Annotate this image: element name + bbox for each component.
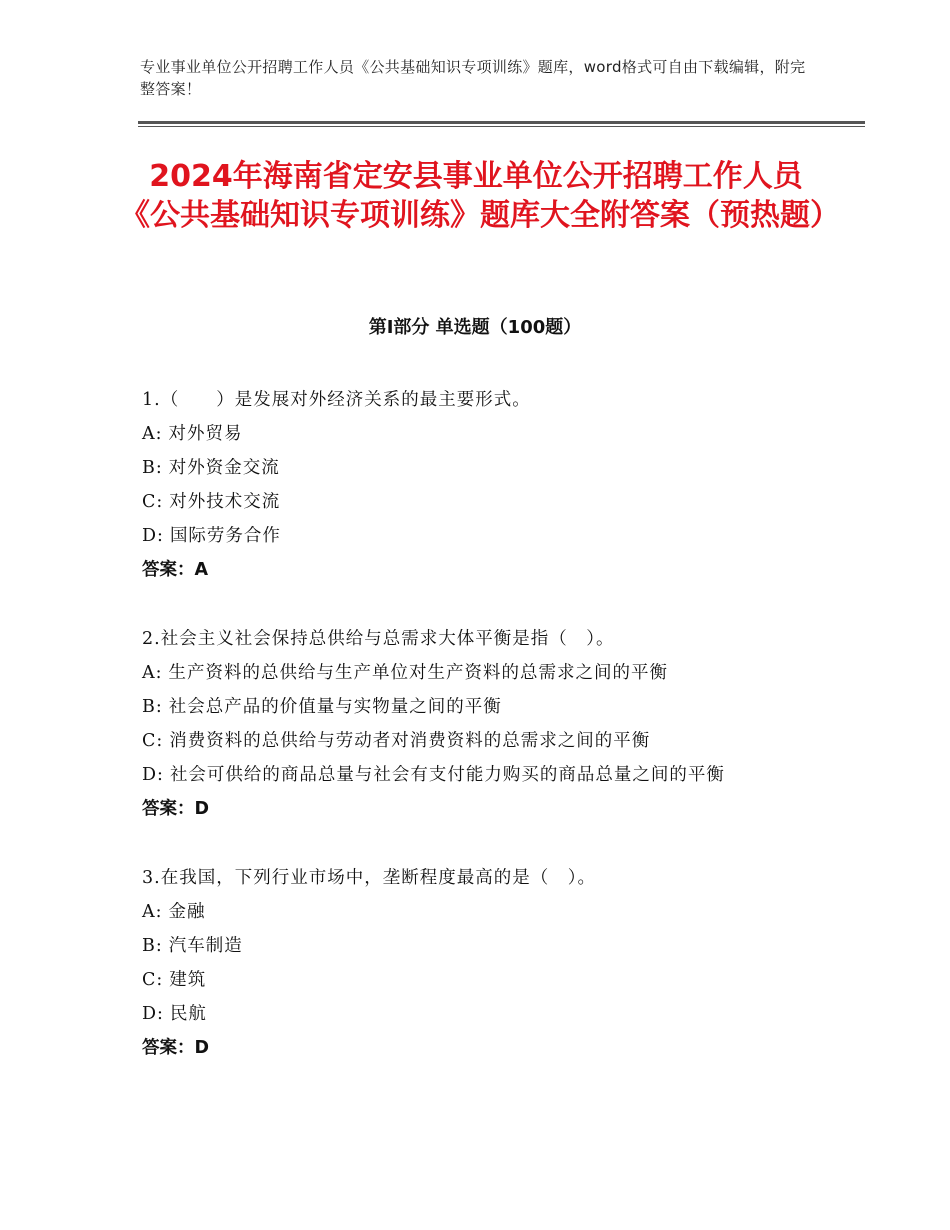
option-text: 对外技术交流	[169, 492, 281, 512]
option-key: A:	[142, 663, 163, 683]
answer-value: D	[194, 1038, 210, 1058]
option-a	[142, 895, 812, 929]
option-key: D:	[142, 765, 164, 785]
question-2	[142, 622, 812, 826]
option-c	[142, 963, 812, 997]
option-text: 对外贸易	[168, 424, 243, 444]
option-d	[142, 997, 812, 1031]
answer-line	[142, 1031, 812, 1065]
answer-value: D	[194, 799, 210, 819]
option-text: 金融	[168, 902, 206, 922]
answer-line	[142, 792, 812, 826]
section-heading: 第Ⅰ部分 单选题（100题）	[368, 317, 582, 338]
option-text: 社会可供给的商品总量与社会有支付能力购买的商品总量之间的平衡	[169, 765, 725, 785]
option-c	[142, 724, 812, 758]
answer-label: 答案：	[142, 1038, 195, 1058]
answer-value: A	[194, 560, 209, 580]
question-stem: 1.（ ）是发展对外经济关系的最主要形式。	[142, 390, 531, 410]
answer-label: 答案：	[142, 799, 195, 819]
option-key: B:	[142, 697, 163, 717]
option-text: 民航	[169, 1004, 207, 1024]
option-text: 国际劳务合作	[169, 526, 281, 546]
option-c	[142, 485, 812, 519]
answer-line	[142, 553, 812, 587]
option-key: A:	[142, 902, 163, 922]
option-a	[142, 656, 812, 690]
option-text: 汽车制造	[168, 936, 243, 956]
option-key: D:	[142, 1004, 164, 1024]
option-key: C:	[142, 970, 164, 990]
option-key: B:	[142, 458, 163, 478]
option-key: B:	[142, 936, 163, 956]
option-text: 消费资料的总供给与劳动者对消费资料的总需求之间的平衡	[169, 731, 651, 751]
option-b	[142, 929, 812, 963]
option-text: 对外资金交流	[168, 458, 280, 478]
header-rule-thin	[138, 126, 865, 127]
question-1	[142, 383, 812, 587]
document-title: 2024年海南省定安县事业单位公开招聘工作人员《公共基础知识专项训练》题库大全附答案（预热题）	[120, 159, 840, 233]
option-key: D:	[142, 526, 164, 546]
option-key: C:	[142, 731, 164, 751]
option-b	[142, 690, 812, 724]
answer-label: 答案：	[142, 560, 195, 580]
question-list	[142, 383, 812, 1100]
option-d	[142, 758, 812, 792]
header-rule-thick	[138, 121, 865, 124]
option-text: 建筑	[169, 970, 207, 990]
option-d	[142, 519, 812, 553]
option-key: A:	[142, 424, 163, 444]
question-stem: 2.社会主义社会保持总供给与总需求大体平衡是指（ ）。	[142, 629, 615, 649]
option-b	[142, 451, 812, 485]
option-a	[142, 417, 812, 451]
header-note: 专业事业单位公开招聘工作人员《公共基础知识专项训练》题库，word格式可自由下载编辑，附完整答案！	[140, 58, 806, 98]
question-stem: 3.在我国，下列行业市场中，垄断程度最高的是（ ）。	[142, 868, 596, 888]
option-text: 生产资料的总供给与生产单位对生产资料的总需求之间的平衡	[168, 663, 669, 683]
option-text: 社会总产品的价值量与实物量之间的平衡	[168, 697, 502, 717]
option-key: C:	[142, 492, 164, 512]
question-3	[142, 861, 812, 1065]
